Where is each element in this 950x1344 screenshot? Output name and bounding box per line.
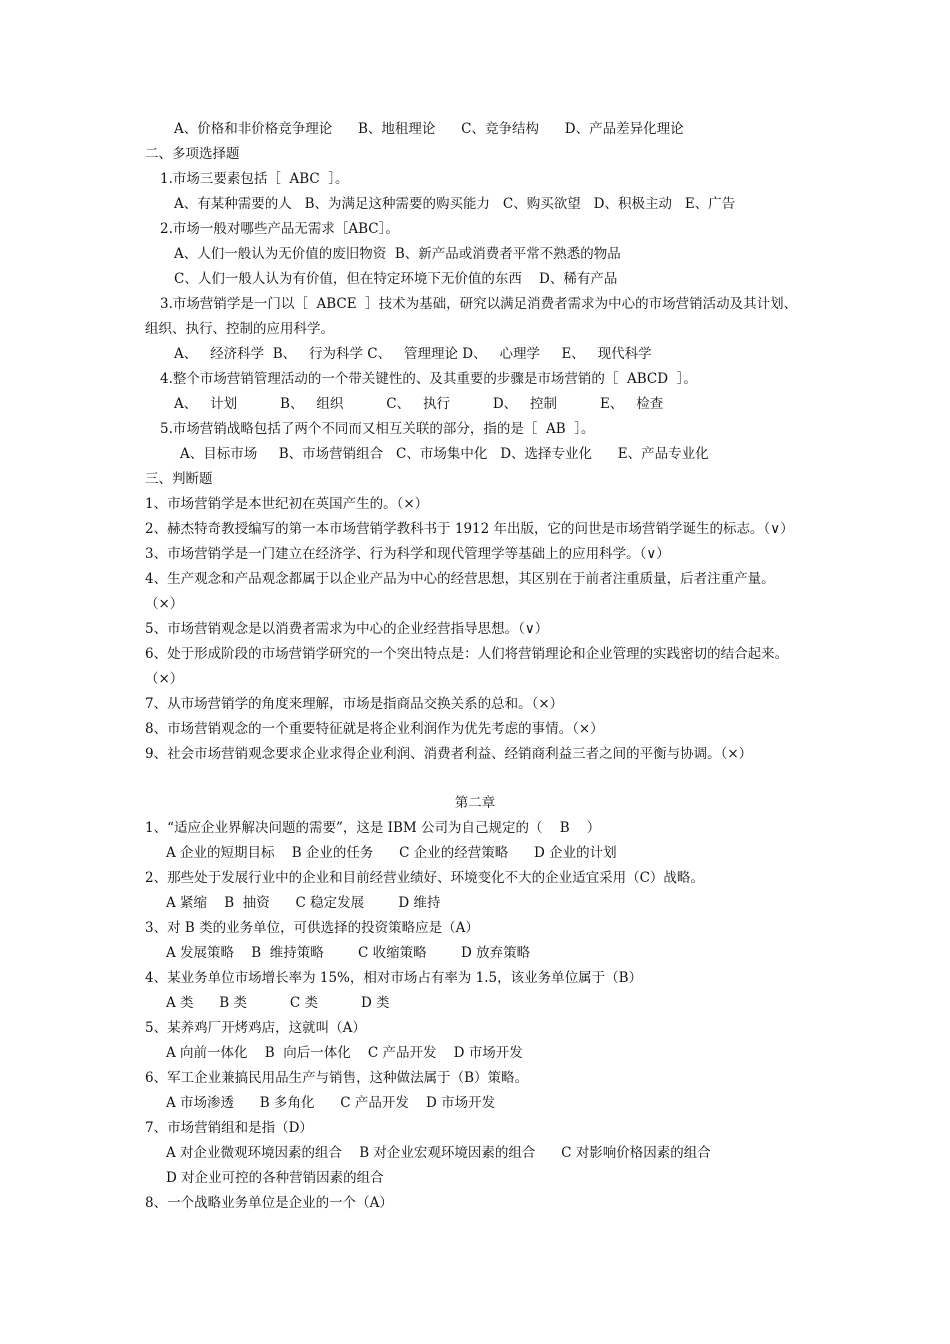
option-line: A、目标市场 B、市场营销组合 C、市场集中化 D、选择专业化 E、产品专业化 — [180, 446, 709, 462]
option-line: A、人们一般认为无价值的废旧物资 B、新产品或消费者平常不熟悉的物品 — [174, 246, 621, 262]
option-line: A 对企业微观环境因素的组合 B 对企业宏观环境因素的组合 C 对影响价格因素的组合 — [166, 1145, 711, 1161]
statement-line: 4、生产观念和产品观念都属于以企业产品为中心的经营思想，其区别在于前者注重质量，后者注重产量。 — [145, 571, 775, 587]
chapter-heading: 第二章 — [454, 795, 496, 811]
question-line: 4.整个市场营销管理活动的一个带关键性的、及其重要的步骤是市场营销的［ ABCD ］。 — [160, 371, 697, 387]
option-line: C、人们一般人认为有价值，但在特定环境下无价值的东西 D、稀有产品 — [174, 271, 618, 287]
question-line: 5.市场营销战略包括了两个不同而又相互关联的部分，指的是［ AB ］。 — [160, 421, 595, 437]
statement-line: 2、赫杰特奇教授编写的第一本市场营销学教科书于 1912 年出版，它的问世是市场营销学诞生的标志。（∨） — [145, 521, 794, 537]
option-line: A、 计划 B、 组织 C、 执行 D、 控制 E、 检查 — [174, 396, 664, 412]
option-line: A、有某种需要的人 B、为满足这种需要的购买能力 C、购买欲望 D、积极主动 E、广告 — [174, 196, 736, 212]
statement-answer: （×） — [145, 596, 184, 612]
question-line: 7、市场营销组和是指（D） — [145, 1120, 313, 1136]
statement-line: 9、社会市场营销观念要求企业求得企业利润、消费者利益、经销商利益三者之间的平衡与协调。（×） — [145, 746, 753, 762]
statement-line: 1、市场营销学是本世纪初在英国产生的。（×） — [145, 496, 429, 512]
option-line: A、 经济科学 B、 行为科学 C、 管理理论 D、 心理学 E、 现代科学 — [174, 346, 652, 362]
statement-answer: （×） — [145, 671, 184, 687]
option-line: A、价格和非价格竞争理论 B、地租理论 C、竞争结构 D、产品差异化理论 — [174, 121, 684, 137]
question-line: 4、某业务单位市场增长率为 15%，相对市场占有率为 1.5，该业务单位属于（B） — [145, 970, 643, 986]
question-line: 3、对 B 类的业务单位，可供选择的投资策略应是（A） — [145, 920, 479, 936]
question-line: 2.市场一般对哪些产品无需求［ABC］。 — [160, 221, 399, 237]
option-line: A 发展策略 B 维持策略 C 收缩策略 D 放弃策略 — [166, 945, 531, 961]
option-line: A 企业的短期目标 B 企业的任务 C 企业的经营策略 D 企业的计划 — [166, 845, 617, 861]
statement-line: 5、市场营销观念是以消费者需求为中心的企业经营指导思想。（∨） — [145, 621, 549, 637]
statement-line: 6、处于形成阶段的市场营销学研究的一个突出特点是：人们将营销理论和企业管理的实践密切的结合起来。 — [145, 646, 789, 662]
statement-line: 7、从市场营销学的角度来理解，市场是指商品交换关系的总和。（×） — [145, 696, 564, 712]
option-line: A 紧缩 B 抽资 C 稳定发展 D 维持 — [166, 895, 441, 911]
question-line: 5、某养鸡厂开烤鸡店，这就叫（A） — [145, 1020, 366, 1036]
statement-line: 3、市场营销学是一门建立在经济学、行为科学和现代管理学等基础上的应用科学。（∨） — [145, 546, 670, 562]
question-line: 1.市场三要素包括［ ABC ］。 — [160, 171, 349, 187]
question-line: 2、那些处于发展行业中的企业和目前经营业绩好、环境变化不大的企业适宜采用（C）战略。 — [145, 870, 704, 886]
question-continuation: 组织、执行、控制的应用科学。 — [145, 321, 334, 337]
question-line: 6、军工企业兼搞民用品生产与销售，这种做法属于（B）策略。 — [145, 1070, 529, 1086]
question-line: 1、“适应企业界解决问题的需要”，这是 IBM 公司为自己规定的（ B ） — [145, 820, 601, 836]
section-heading-true-false: 三、判断题 — [145, 471, 213, 487]
option-line: A 类 B 类 C 类 D 类 — [166, 995, 390, 1011]
section-heading-multiple-choice: 二、多项选择题 — [145, 146, 240, 162]
statement-line: 8、市场营销观念的一个重要特征就是将企业利润作为优先考虑的事情。（×） — [145, 721, 604, 737]
question-line: 3.市场营销学是一门以［ ABCE ］技术为基础，研究以满足消费者需求为中心的市场营销活动及其计划、 — [160, 296, 798, 312]
option-line: D 对企业可控的各种营销因素的组合 — [166, 1170, 384, 1186]
question-line: 8、一个战略业务单位是企业的一个（A） — [145, 1195, 393, 1211]
option-line: A 市场渗透 B 多角化 C 产品开发 D 市场开发 — [166, 1095, 496, 1111]
option-line: A 向前一体化 B 向后一体化 C 产品开发 D 市场开发 — [166, 1045, 523, 1061]
